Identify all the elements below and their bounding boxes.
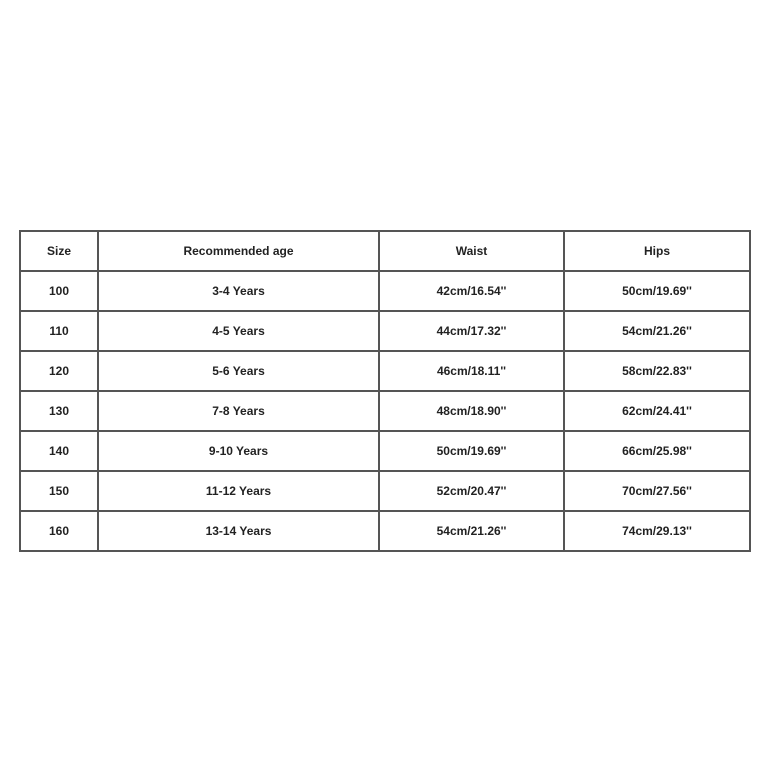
cell-hips: 54cm/21.26'' [564,311,750,351]
cell-hips: 50cm/19.69'' [564,271,750,311]
header-waist: Waist [379,231,564,271]
cell-age: 4-5 Years [98,311,379,351]
table-header-row [20,231,750,271]
cell-hips: 74cm/29.13'' [564,511,750,551]
cell-waist: 44cm/17.32'' [379,311,564,351]
cell-waist: 54cm/21.26'' [379,511,564,551]
header-recommended-age: Recommended age [98,231,379,271]
cell-hips: 62cm/24.41'' [564,391,750,431]
cell-hips: 70cm/27.56'' [564,471,750,511]
cell-waist: 42cm/16.54'' [379,271,564,311]
header-hips: Hips [564,231,750,271]
cell-age: 11-12 Years [98,471,379,511]
cell-hips: 66cm/25.98'' [564,431,750,471]
size-chart-table [19,230,751,552]
header-size: Size [20,231,98,271]
table-row [20,511,750,551]
cell-age: 3-4 Years [98,271,379,311]
cell-waist: 46cm/18.11'' [379,351,564,391]
table-row [20,471,750,511]
cell-size: 150 [20,471,98,511]
cell-waist: 50cm/19.69'' [379,431,564,471]
cell-waist: 48cm/18.90'' [379,391,564,431]
table-row [20,391,750,431]
table-row [20,311,750,351]
cell-size: 120 [20,351,98,391]
cell-size: 100 [20,271,98,311]
cell-size: 110 [20,311,98,351]
table-row [20,351,750,391]
table-row [20,431,750,471]
cell-age: 13-14 Years [98,511,379,551]
cell-age: 9-10 Years [98,431,379,471]
cell-size: 130 [20,391,98,431]
cell-hips: 58cm/22.83'' [564,351,750,391]
cell-waist: 52cm/20.47'' [379,471,564,511]
table-row [20,271,750,311]
cell-size: 160 [20,511,98,551]
cell-size: 140 [20,431,98,471]
cell-age: 5-6 Years [98,351,379,391]
cell-age: 7-8 Years [98,391,379,431]
